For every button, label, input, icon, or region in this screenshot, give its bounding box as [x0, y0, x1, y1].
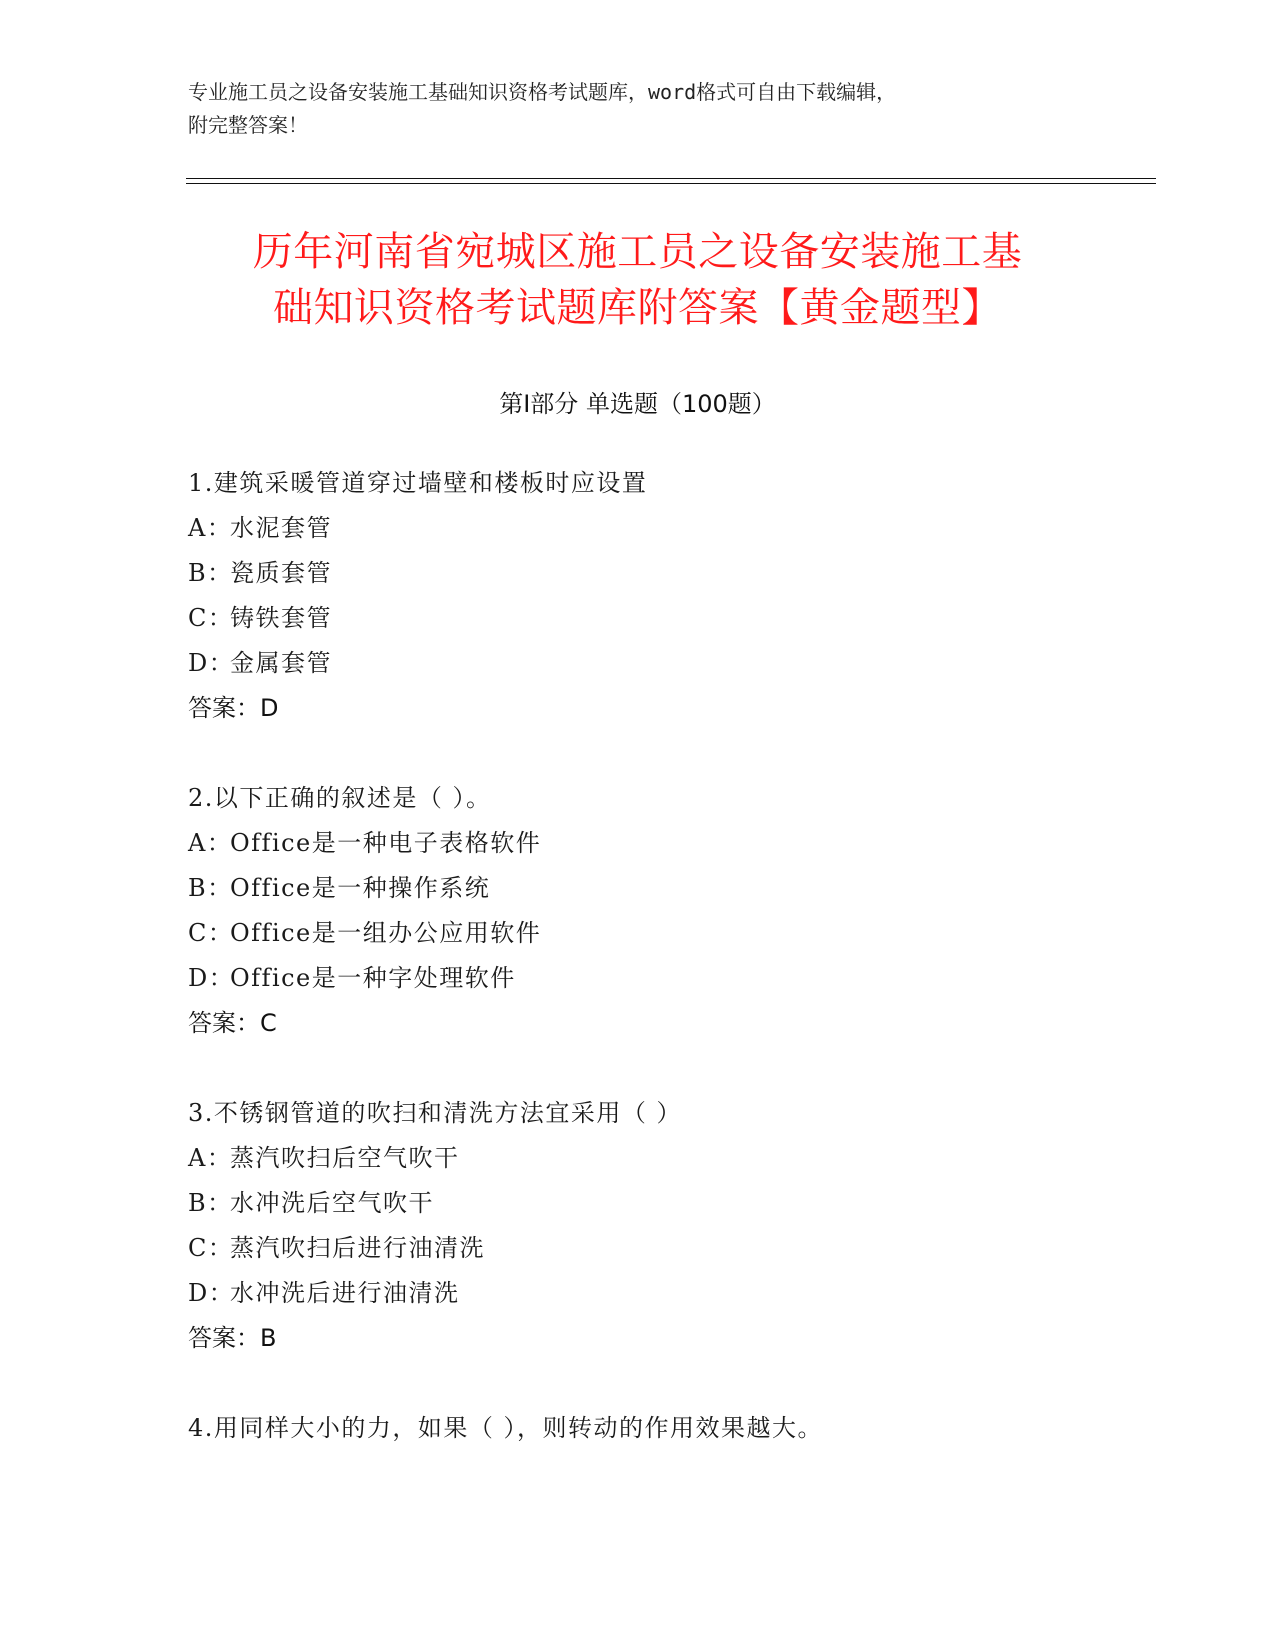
option-text: 水冲洗后空气吹干 [230, 1189, 434, 1217]
answer: 答案：C [188, 1009, 277, 1037]
option-text: 蒸汽吹扫后空气吹干 [230, 1144, 460, 1172]
option-text: 金属套管 [230, 649, 332, 677]
document-title-line2: 础知识资格考试题库附答案【黄金题型】 [273, 285, 1002, 331]
option-text: 蒸汽吹扫后进行油清洗 [230, 1234, 485, 1262]
option-text: 水冲洗后进行油清洗 [230, 1279, 460, 1307]
question-3 [188, 1091, 1188, 1361]
document-title [160, 224, 1115, 336]
option-key: C： [188, 919, 234, 947]
header-note-line1: 专业施工员之设备安装施工基础知识资格考试题库，word格式可自由下载编辑， [188, 80, 897, 104]
question-stem: 1.建筑采暖管道穿过墙壁和楼板时应设置 [188, 469, 648, 497]
option-key: D： [188, 649, 235, 677]
option-text: Office是一种操作系统 [230, 874, 491, 902]
question-stem: 4.用同样大小的力，如果（ ），则转动的作用效果越大。 [188, 1414, 824, 1442]
option-d [188, 1271, 1188, 1316]
header-divider-bottom [186, 183, 1156, 184]
option-key: C： [188, 1234, 234, 1262]
question-stem: 2.以下正确的叙述是（ ）。 [188, 784, 492, 812]
option-text: Office是一组办公应用软件 [230, 919, 542, 947]
option-c [188, 911, 1188, 956]
answer: 答案：B [188, 1324, 277, 1352]
option-c [188, 596, 1188, 641]
option-a [188, 821, 1188, 866]
section-heading: 第Ⅰ部分 单选题（100题） [499, 390, 776, 418]
option-text: Office是一种字处理软件 [230, 964, 516, 992]
question-stem: 3.不锈钢管道的吹扫和清洗方法宜采用（ ） [188, 1099, 683, 1127]
option-d [188, 956, 1188, 1001]
option-b [188, 551, 1188, 596]
option-text: Office是一种电子表格软件 [230, 829, 542, 857]
option-key: A： [188, 829, 233, 857]
question-4 [188, 1406, 1188, 1451]
header-note [188, 76, 1088, 142]
option-a [188, 1136, 1188, 1181]
header-divider-top [186, 178, 1156, 179]
option-b [188, 1181, 1188, 1226]
question-2 [188, 776, 1188, 1046]
option-key: B： [188, 559, 233, 587]
option-key: A： [188, 1144, 233, 1172]
option-key: D： [188, 1279, 235, 1307]
option-c [188, 1226, 1188, 1271]
option-key: B： [188, 1189, 233, 1217]
option-b [188, 866, 1188, 911]
option-key: B： [188, 874, 233, 902]
option-a [188, 506, 1188, 551]
option-key: A： [188, 514, 233, 542]
option-d [188, 641, 1188, 686]
header-note-line2: 附完整答案！ [188, 113, 308, 137]
option-text: 铸铁套管 [230, 604, 332, 632]
document-title-line1: 历年河南省宛城区施工员之设备安装施工基 [252, 229, 1023, 275]
question-1 [188, 461, 1188, 731]
option-text: 瓷质套管 [230, 559, 332, 587]
answer: 答案：D [188, 694, 279, 722]
option-text: 水泥套管 [230, 514, 332, 542]
option-key: D： [188, 964, 235, 992]
option-key: C： [188, 604, 234, 632]
